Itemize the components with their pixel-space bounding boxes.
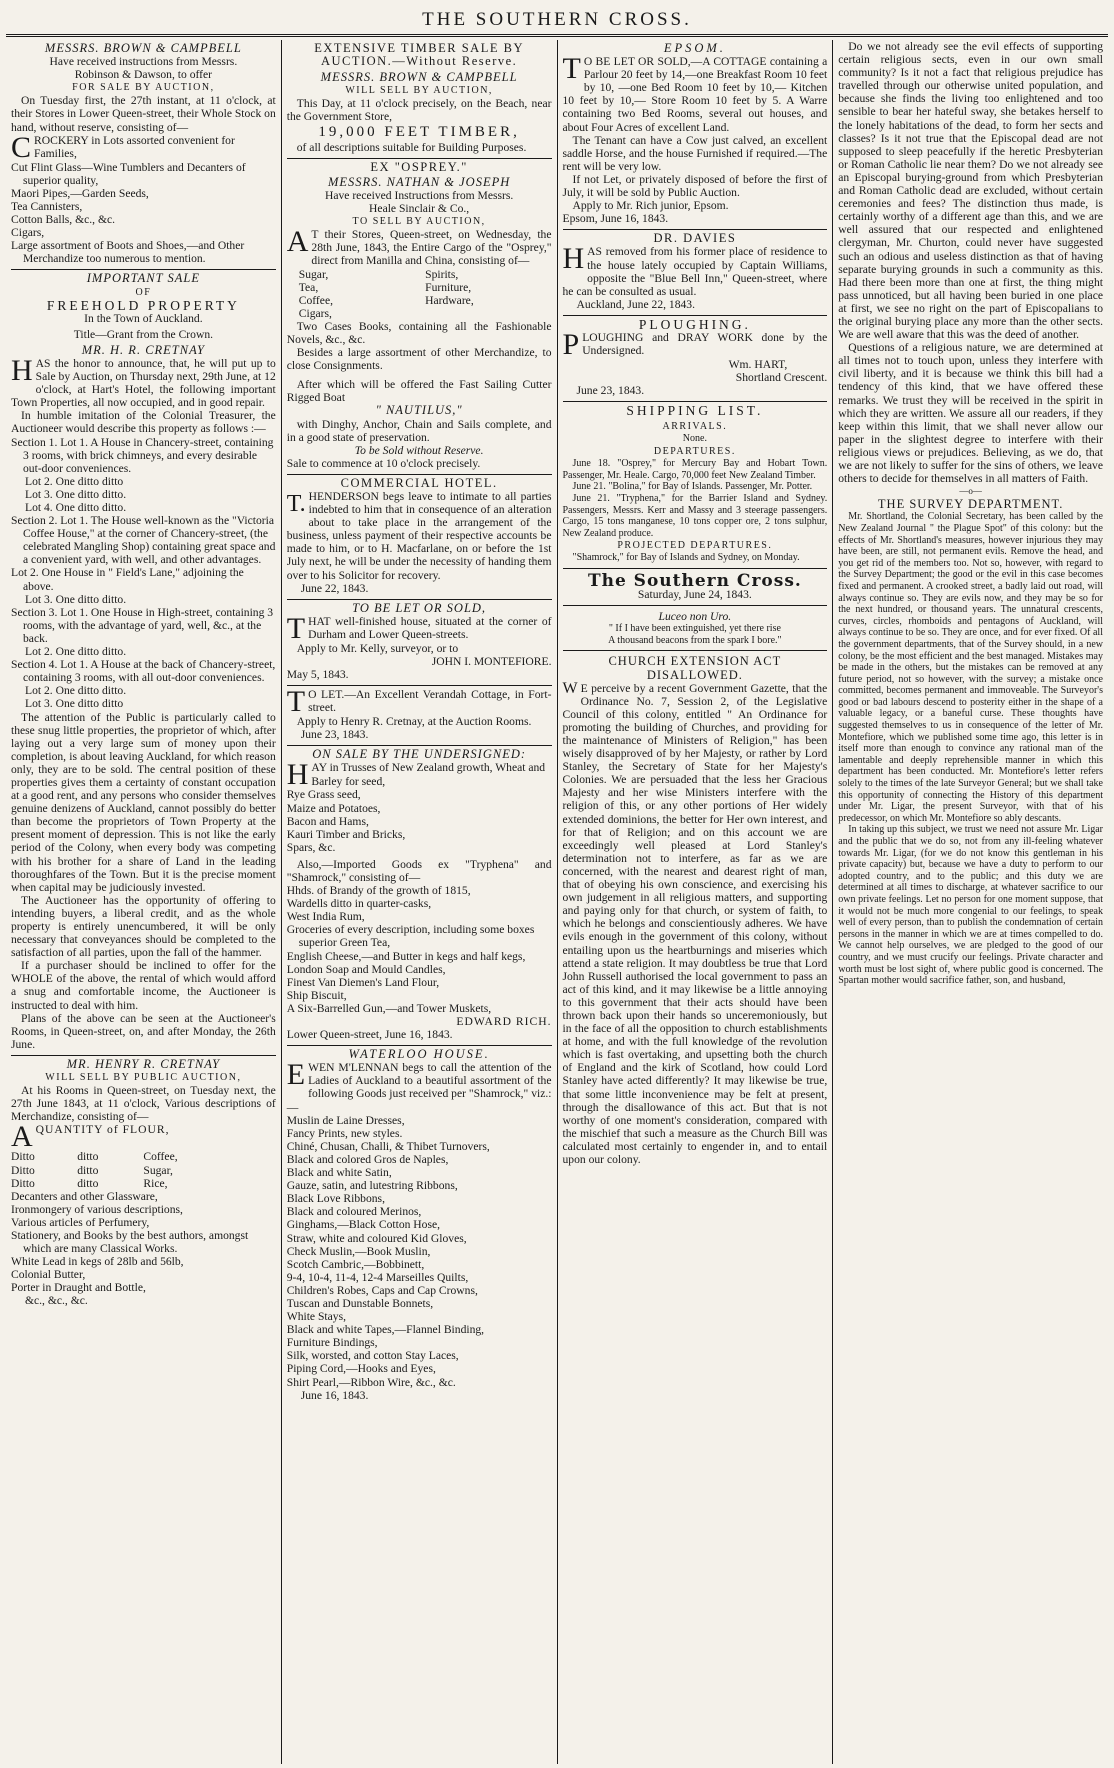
advert-to-let-or-sold-house [287, 600, 552, 686]
ditto-cell: Rice, [143, 1176, 168, 1190]
ditto-row [11, 1177, 276, 1190]
advert-paragraph: AS the honor to announce, that, he will put up to Sale by Auction, on Thursday next, 29th June, at 12 o'clock, at Hart's Hotel, the following important Town Properties, all now occupied, and in good repair. [11, 356, 276, 410]
column-3 [558, 40, 834, 1764]
advert-title: DR. DAVIES [653, 231, 737, 246]
list-item: White Stays, [286, 1310, 346, 1324]
drop-cap: T [286, 611, 306, 645]
advert-line: Heale Sinclair & Co., [369, 202, 470, 216]
goods-item: Hardware, [425, 293, 474, 307]
advert-date: June 22, 1843. [300, 581, 369, 595]
advert-paragraph: AS removed from his former place of residence to the house lately occupied by Captain Williams, opposite the "Blue Bell Inn," Queen-street, where he can be consulted as usual. [562, 245, 828, 298]
drop-cap: C [11, 130, 32, 164]
advert-name: JOHN I. MONTEFIORE. [431, 654, 552, 668]
rule [563, 650, 828, 651]
advert-paragraph: HAT well-finished house, situated at the corner of Durham and Lower Queen-streets. [308, 614, 552, 641]
shipping-list [563, 402, 828, 569]
advert-title: WATERLOO HOUSE. [348, 1047, 490, 1062]
drop-cap: H [11, 353, 33, 387]
list-item: Bacon and Hams, [286, 814, 369, 828]
goods-item: Coffee, [298, 293, 333, 307]
masthead-rule [6, 34, 1108, 37]
ditto-cell: Ditto [11, 1163, 35, 1177]
list-item: Chiné, Chusan, Challi, & Thibet Turnovers, [286, 1139, 490, 1153]
list-item: A Six-Barrelled Gun,—and Tower Muskets, [286, 1001, 492, 1015]
lot-item: Section 1. Lot 1. A House in Chancery-street, containing 3 rooms, with brick chimneys, and every desirable out-door conveniences. [11, 435, 274, 475]
advert-line: Sale to commence at 10 o'clock precisely. [286, 456, 481, 470]
advert-date: June 16, 1843. [300, 1388, 369, 1402]
advert-name: MR. H. R. CRETNAY [81, 342, 205, 357]
list-item: AY in Trusses of New Zealand growth, Wheat and Barley for seed, [311, 761, 546, 788]
goods-row [287, 281, 552, 294]
lot-item: Lot 4. One ditto ditto. [25, 501, 127, 514]
goods-item: Cigars, [298, 306, 332, 320]
shipping-entry: June 18. "Osprey," for Mercury Bay and Hobart Town. Passenger, Mr. Heale. Cargo, 70,000 feet New Zealand Timber. [562, 458, 828, 481]
article-paragraph: In taking up this subject, we trust we need not assure Mr. Ligar and the public that we do so, not from any ill-feeling whatever towards Mr. Ligar, (for we do not know this gentleman in his private capacity) but, because we have a duty to perform to our adopted country, and to the public; and this duty we are determined at all times to discharge, at whatever sacrifice to our own private feelings. Let no person for one moment suppose, that it would not be much more congenial to our feelings, to speak well of every person, than to publish the condemnation of certain persons in the manner in which we are at times compelled to do. We cannot help ourselves, we are pledged to the good of our country, and we must crucify our feelings. Private character and worth must be lost sight of, where public good is concerned. The Spartan mother would sacrifice father, son, and husband, [838, 824, 1103, 987]
goods-row [287, 294, 552, 307]
article-paragraph: Do we not already see the evil effects of supporting certain religious sects, even in our own small community? Is it not a fact that religious prejudice has travelled through our otherwise united population, and because she finds the living too enlightened and too sensible to bear her hateful sway, she betakes herself to the lonely habitations of the dead, to form her sects and classes? Is it not true that the Episcopal dead are not supposed to sleep peacefully if the heretic Presbyterian or Roman Catholic lie near them? Do we not already see an Episcopal burying-ground from which Presbyterian and Roman Catholic dead are excluded, without certain ceremonies and fees? The distinction thus made, is certainly worthy of a different age than this, and we are well assured that our respected and enlightened clergyman, Mr. Churton, could never have suggested such an odious and useless distinction as that of having separate burying grounds in such a community as this. Had there been more than one at first, the thing might pass unnoticed, but all having been buried in one place at first, we see no right on the part of Episcopalians to the original burying place any more than the other sects. We are well aware that this was the deed of another. [838, 40, 1103, 342]
advert-ex-osprey [287, 159, 552, 475]
advert-line: FOR SALE BY AUCTION, [72, 82, 215, 94]
motto-quote: " If I have been extinguished, yet there rise [608, 623, 781, 635]
list-item: West India Rum, [286, 910, 365, 924]
lot-item: Lot 3. One ditto ditto. [25, 592, 127, 606]
advert-title: MESSRS. BROWN & CAMPBELL [44, 41, 242, 55]
advert-paragraph: HENDERSON begs leave to intimate to all parties indebted to him that in consequence of an alteration about to take place in the arrangement of the business, unless payment of their respective accounts be made to him, or to H. Macfarlane, on or before the 1st July next, he will be under the necessity of handing them over to his Solicitor for recovery. [286, 490, 552, 582]
advert-title: PLOUGHING. [638, 316, 751, 332]
list-item: Children's Robes, Caps and Cap Crowns, [286, 1283, 478, 1297]
advert-title: COMMERCIAL HOTEL. [340, 475, 498, 490]
list-item: Cut Flint Glass—Wine Tumblers and Decanters of superior quality, [11, 160, 246, 187]
drop-cap: T [286, 685, 306, 719]
list-item: Maori Pipes,—Garden Seeds, [11, 186, 149, 200]
ditto-cell: Sugar, [143, 1163, 173, 1177]
advert-title: EPSOM. [663, 41, 726, 55]
advert-name: MESSRS. BROWN & CAMPBELL [320, 70, 518, 85]
article-paragraph: Questions of a religious nature, we are determined at all times not to touch upon, unless they interfere with civil liberty, and it is because we think this bill had a tendency of this kind, that we have offered these remarks. We trust they will be received in the spirit in which they are written. We assure all our readers, if they keep within this limit, that we shall never allow our paper in the slightest degree to interfere with their religious views or prejudices. Believing, as we do, that we are not likely to suffer for the sins of others, we leave others to decide for themselves in all matters of Faith. [838, 341, 1103, 486]
advert-line: To be Sold without Reserve. [354, 443, 484, 457]
advert-paragraph: Two Cases Books, containing all the Fashionable Novels, &c., &c. [286, 319, 552, 346]
advert-freehold-property [11, 270, 276, 1056]
list-item: Colonial Butter, [11, 1268, 86, 1282]
list-item: Black and white Satin, [286, 1166, 392, 1180]
advert-line: In the Town of Auckland. [84, 311, 203, 325]
advert-line: Have received instructions from Messrs. [49, 55, 238, 69]
shipping-departures-heading: DEPARTURES. [653, 446, 736, 458]
shipping-projected-heading: PROJECTED DEPARTURES. [617, 540, 773, 552]
advert-subtitle: FREEHOLD PROPERTY [46, 297, 240, 313]
list-item: Black Love Ribbons, [286, 1192, 385, 1206]
list-item: Furniture Bindings, [286, 1336, 378, 1350]
advert-name: Wm. HART, [728, 357, 788, 371]
list-item: Straw, white and coloured Kid Gloves, [286, 1231, 467, 1245]
list-item: Ginghams,—Black Cotton Hose, [286, 1218, 441, 1232]
advert-paragraph: The attention of the Public is particularly called to these snug little properties, the proprietor of which, after laying out a very large sum of money upon their completion, is about leaving Auckland, for which reason only, they are to be sold. The central position of these properties gives them a certainty of constant occupation at a good rent, and any persons who consider themselves genuine denizens of Auckland, cannot possibly do better than become the proprietors of Town Property at the present moment of depression. This is not like the early period of the Colony, when every body was competing with his brother for a share of Land in the leading thoroughfares of the Town. But it is the precise moment when capital may be judiciously invested. [11, 710, 276, 894]
advert-paragraph: Apply to Henry R. Cretnay, at the Auction Rooms. [296, 715, 532, 729]
drop-cap: A [11, 1120, 33, 1154]
advert-line: WILL SELL BY AUCTION, [345, 85, 493, 97]
advert-date: June 23, 1843. [300, 728, 369, 742]
list-item: Various articles of Perfumery, [11, 1215, 150, 1229]
lot-item: Lot 2. One ditto ditto. [25, 645, 127, 659]
shipping-entry: June 21. "Tryphena," for the Barrier Island and Sydney. Passengers, Messrs. Kerr and Massy and 3 steerage passengers. Cargo, 15 tons manganese, 10 tons copper ore, 2 tons sulphur, New Zealand produce. [562, 492, 828, 539]
advert-date: Epsom, June 16, 1843. [562, 212, 669, 226]
advert-paragraph: This Day, at 11 o'clock precisely, on the Beach, near the Government Store, [286, 97, 552, 124]
advert-paragraph: O LET.—An Excellent Verandah Cottage, in Fort-street. [308, 688, 552, 715]
ditto-row [11, 1164, 276, 1177]
goods-item [425, 307, 551, 320]
lot-item: Lot 2. One House in " Field's Lane," adjoining the above. [11, 566, 244, 593]
column-4 [833, 40, 1108, 1764]
list-item: Fancy Prints, new styles. [286, 1126, 403, 1140]
advert-to-let-cottage [287, 686, 552, 746]
advert-date: June 23, 1843. [576, 384, 645, 398]
goods-row [287, 268, 552, 281]
list-item: ROCKERY in Lots assorted convenient for Families, [34, 133, 235, 160]
advert-paragraph: On Tuesday first, the 27th instant, at 11 o'clock, at their Stores in Lower Queen-street, their Whole Stock on hand, without reserve, consisting of— [11, 94, 276, 134]
goods-item: Spirits, [425, 267, 459, 281]
shipping-entry: "Shamrock," for Bay of Islands and Sydney, on Monday. [572, 552, 800, 564]
advert-title: EXTENSIVE TIMBER SALE BY AUCTION.—Without Reserve. [314, 41, 524, 69]
list-item: Finest Van Diemen's Land Flour, [286, 975, 440, 989]
ditto-cell: ditto [77, 1176, 99, 1190]
advert-name: MESSRS. NATHAN & JOSEPH [328, 174, 511, 189]
list-item: Ship Biscuit, [286, 988, 347, 1002]
advert-paragraph: Apply to Mr. Kelly, surveyor, or to [296, 641, 459, 655]
list-item: Black and white Tapes,—Flannel Binding, [286, 1323, 485, 1337]
advert-paragraph: of all descriptions suitable for Building Purposes. [296, 140, 527, 154]
list-item: Black and colored Gros de Naples, [286, 1152, 449, 1166]
paper-date: Saturday, June 24, 1843. [637, 588, 752, 602]
shipping-entry: June 21. "Bolina," for Bay of Islands. Passenger, Mr. Potter. [572, 481, 813, 493]
advert-paragraph: T their Stores, Queen-street, on Wednesday, the 28th June, 1843, the Entire Cargo of the "Osprey," direct from Manilla and China, consisting of— [311, 228, 552, 268]
advert-paragraph: If not Let, or privately disposed of before the first of July, it will be sold by Public Auction. [562, 172, 828, 200]
goods-row [287, 307, 552, 320]
advert-paragraph: O BE LET OR SOLD,—A COTTAGE containing a Parlour 20 feet by 14,—one Breakfast Room 10 feet by 10, —one Bed Room 10 feet by 10,— Kitchen 10 feet by 10,— Store Room 10 feet by 5. A Warre containing two Bed Rooms, several out houses, and about Four Acres of excellent Land. [562, 55, 828, 134]
advert-epsom [563, 40, 828, 230]
list-item: Stationery, and Books by the best authors, amongst which are many Classical Works. [11, 1228, 249, 1256]
advert-date: Auckland, June 22, 1843. [576, 297, 695, 311]
advert-paragraph: The Tenant can have a Cow just calved, an excellent saddle Horse, and the house Furnished if required.—The rent will be very low. [562, 133, 828, 173]
shipping-title: SHIPPING LIST. [626, 403, 764, 419]
advert-dr-davies [563, 230, 828, 316]
list-item: Decanters and other Glassware, [11, 1189, 158, 1203]
drop-cap: H [562, 242, 585, 276]
advert-line: Robinson & Dawson, to offer [74, 68, 213, 82]
advert-title: ON SALE BY THE UNDERSIGNED: [312, 747, 527, 762]
advert-date: May 5, 1843. [286, 668, 349, 682]
article-paragraph: E perceive by a recent Government Gazette, that the Ordinance No. 7, Session 2, of the Legislative Council of this colony, entitled " An Ordinance for promoting the building of Churches, and providing for the maintenance of Ministers of Religion," has been wisely disapproved of by her Majesty, or rather by Lord Stanley, the Secretary of State for her Majesty's Colonies. We are persuaded that the less her Gracious Majesty and her wise Ministers interfere with the religion of this, or any other portions of Her widely extended dominions, the better for Her own interest, and for that of Religion; and on this account we are exceedingly well pleased at Lord Stanley's determination not to interfere, as far as we are concerned, with the nearest and dearest right of man, that of obeying his own conscience, and exercising his own judgement in all religious matters, and supporting and paying only for that church, or system of faith, to which he belongs and conscientiously adheres. We have evils enough in the government of this colony, without entailing upon us the heartburnings and miseries which attend a state religion. It may doubtless be true that Lord John Russell authorised the local government to pass an act of this kind, and it may likewise be a little annoying to this government that their acts should have been thrown back upon their hands so unceremoniously, but in the face of all the opposition to church establishments at home, and with the full knowledge of the revolution which is fast overtaking, and upsetting both the church of England and the kirk of Scotland, how could Lord Stanley have acted differently? It may likewise be true, that some little inconvenience may be felt at present, through the disallowance of this act. But that is not worthy of one moment's consideration, compared with the mischief that such a measure as the Church Bill was calculated most certainly to engender in, and to entail upon our colony. [562, 681, 828, 1166]
advert-paragraph: Apply to Mr. Rich junior, Epsom. [572, 199, 729, 213]
advert-paragraph: LOUGHING and DRAY WORK done by the Undersigned. [582, 330, 828, 358]
ditto-cell: ditto [77, 1150, 99, 1164]
article-paragraph: Mr. Shortland, the Colonial Secretary, has been called by the New Zealand Journal " the Plague Spot" of this colony: but the effects of Mr. Shortland's measures, however injurious they may have been, are still, not permanent evils. Remove the head, and you get rid of the members too. Not so, however, with regard to the Survey Department; the good or the evil in this case becomes fixed and permanent. A crooked street, a badly laid out road, will always continue so. They are evils now, and they may be so for the next hundred, or thousand years. The unnatural crescents, curves, circles, rhomboids and pentagons of Auckland, will always continue to be so. They are once, and for ever fixed. Of all the government departments, that of the Survey should, in a new colony, be the most efficient and the best managed. Mistakes may be made in the others, but the mistakes can be removed at any future period, not so however, with the survey; a mistake once committed, becomes permanent and immoveable. The Surveyor's good or bad labours descend to posterity either in the shape of a valuable legacy, or a baneful curse. These thoughts have suggested themselves to us in consequence of the letter of Mr. Montefiore, which we published some time ago, this letter is in itself more than enough to convince any rational man of the lamentable and deeply reprehensible manner in which this department has been conducted. Mr. Montefiore's letter refers solely to the times of the late Surveyor General; but we shall take this opportunity of connecting the History of this department under Mr. Ligar, the present Surveyor, with that of his predecessor, on which Mr. Montefiore so ably descants. [838, 511, 1103, 824]
ditto-cell: Ditto [11, 1150, 35, 1164]
list-item: Check Muslin,—Book Muslin, [286, 1244, 431, 1258]
advert-paragraph: with Dinghy, Anchor, Chain and Sails complete, and in a good state of preservation. [286, 417, 552, 444]
list-item: Kauri Timber and Bricks, [286, 827, 406, 841]
lot-item: Lot 2. One ditto ditto. [25, 684, 127, 698]
list-item: Wardells ditto in quarter-casks, [286, 897, 432, 911]
drop-cap: W [562, 679, 578, 697]
list-item: Tuscan and Dunstable Bonnets, [286, 1296, 434, 1310]
advert-line: WILL SELL BY PUBLIC AUCTION, [45, 1072, 242, 1084]
advert-paragraph: Besides a large assortment of other Merchandize, to close Consignments. [286, 346, 552, 373]
drop-cap: T [562, 52, 581, 86]
section-divider: —o— [959, 486, 982, 497]
advert-commercial-hotel [287, 475, 552, 600]
columns [6, 40, 1108, 1764]
advert-on-sale-rich [287, 746, 552, 1046]
advert-paragraph: In humble imitation of the Colonial Treasurer, the Auctioneer would describe this property as follows :— [11, 409, 276, 436]
lot-item: Lot 2. One ditto ditto [25, 474, 124, 488]
advert-line: Have received Instructions from Messrs. [324, 188, 514, 202]
list-item: Hhds. of Brandy of the growth of 1815, [286, 884, 471, 898]
lot-item: Lot 3. One ditto ditto. [25, 487, 127, 501]
list-item: Maize and Potatoes, [286, 801, 381, 815]
list-item: QUANTITY of FLOUR, [35, 1123, 170, 1137]
drop-cap: P [562, 327, 580, 361]
list-item: Gauze, satin, and lutestring Ribbons, [286, 1179, 458, 1193]
advert-paragraph: The Auctioneer has the opportunity of offering to intending buyers, a liberal credit, and as the whole property is entirely unencumbered, it will be only necessary that conveyances should be completed to the satisfaction of all parties, upon the fall of the hammer. [11, 893, 276, 960]
advert-title: IMPORTANT SALE [86, 271, 200, 286]
advert-title: MR. HENRY R. CRETNAY [66, 1056, 221, 1071]
advert-line: Shortland Crescent. [735, 371, 828, 385]
list-item: Muslin de Laine Dresses, [286, 1113, 405, 1127]
drop-cap: H [286, 758, 309, 792]
list-item: Rye Grass seed, [286, 788, 361, 802]
advert-ploughing [563, 316, 828, 402]
list-item: White Lead in kegs of 28lb and 56lb, [11, 1255, 184, 1269]
advert-waterloo-house [287, 1046, 552, 1406]
motto-quote: A thousand beacons from the spark I bore." [608, 634, 782, 646]
motto: Luceo non Uro. [658, 610, 732, 624]
goods-item: Furniture, [425, 280, 472, 294]
goods-item: Sugar, [298, 267, 329, 281]
list-item: Ironmongery of various descriptions, [11, 1202, 183, 1216]
advert-title: EX "OSPREY." [370, 159, 468, 174]
list-item: English Cheese,—and Butter in kegs and half kegs, [286, 949, 526, 963]
advert-line: TO SELL BY AUCTION, [352, 216, 486, 228]
list-item: Tea Cannisters, [11, 199, 83, 213]
advert-paragraph: After which will be offered the Fast Sailing Cutter Rigged Boat [286, 378, 552, 405]
editorial [563, 569, 828, 1170]
list-item: Scotch Cambric,—Bobbinett, [286, 1257, 425, 1271]
advert-line: OF [135, 286, 152, 298]
list-item: 9-4, 10-4, 11-4, 12-4 Marseilles Quilts, [286, 1270, 469, 1284]
advert-paragraph: At his Rooms in Queen-street, on Tuesday next, the 27th June 1843, at 11 o'clock, Various descriptions of Merchandize, consisting of— [11, 1084, 276, 1124]
list-item: &c., &c., &c. [25, 1294, 88, 1308]
list-item: Piping Cord,—Hooks and Eyes, [286, 1362, 436, 1376]
column-2 [282, 40, 558, 1764]
ditto-cell: Ditto [11, 1176, 35, 1190]
list-item: Shirt Pearl,—Ribbon Wire, &c., &c. [286, 1375, 456, 1389]
list-item: Silk, worsted, and cotton Stay Laces, [286, 1349, 459, 1363]
ditto-row [11, 1150, 276, 1163]
drop-cap: T. [286, 491, 306, 517]
column-1 [6, 40, 282, 1764]
advert-paragraph: If a purchaser should be inclined to offer for the WHOLE of the above, the rental of which would afford a snug and comfortable income, the Auctioneer is instructed to deal with him. [11, 959, 276, 1012]
advert-brown-campbell-crockery [11, 40, 276, 270]
advert-title: TO BE LET OR SOLD, [352, 600, 487, 615]
advert-timber-sale [287, 40, 552, 159]
list-item: Cotton Balls, &c., &c. [11, 213, 116, 227]
advert-henry-cretnay [11, 1056, 276, 1312]
list-item: Cigars, [11, 226, 45, 240]
list-item: London Soap and Mould Candles, [286, 962, 446, 976]
advert-paragraph: Also,—Imported Goods ex "Tryphena" and "Shamrock," consisting of— [286, 857, 552, 884]
drop-cap: A [286, 225, 309, 259]
ditto-cell: Coffee, [143, 1150, 178, 1164]
advert-line: Title—Grant from the Crown. [73, 327, 214, 341]
lot-item: Section 2. Lot 1. The House well-known as the "Victoria Coffee House," at the corner of Chancery-street, (the celebrated Mangling Shop) containing great space and a convenient yard, with well, and other advantages. [11, 514, 276, 567]
paper-name: The Southern Cross. [587, 570, 802, 591]
list-item: Black and coloured Merinos, [286, 1205, 422, 1219]
article-title: CHURCH EXTENSION ACT DISALLOWED. [608, 654, 782, 682]
advert-subtitle: 19,000 FEET TIMBER, [318, 123, 520, 140]
lot-item: Section 4. Lot 1. A House at the back of Chancery-street, containing 3 rooms, with all out-door conveniences. [11, 658, 276, 685]
advert-paragraph: Plans of the above can be seen at the Auctioneer's Rooms, in Queen-street, on, and after Monday, the 26th June. [11, 1011, 276, 1051]
list-item: Groceries of every description, including some boxes superior Green Tea, [286, 923, 535, 950]
article-title: THE SURVEY DEPARTMENT. [877, 497, 1064, 512]
shipping-arrivals-none: None. [682, 433, 707, 445]
drop-cap: E [286, 1058, 306, 1092]
masthead: THE SOUTHERN CROSS. [422, 9, 692, 30]
lot-item: Lot 3. One ditto ditto [25, 697, 124, 711]
advert-name: EDWARD RICH. [456, 1015, 552, 1028]
boat-name: " NAUTILUS," [375, 403, 463, 418]
goods-item: Tea, [298, 280, 319, 294]
shipping-arrivals-heading: ARRIVALS. [662, 421, 728, 433]
lot-item: Section 3. Lot 1. One House in High-street, containing 3 rooms, with the advantage of yard, well, &c., at the back. [11, 605, 274, 645]
rule [563, 605, 828, 606]
ditto-cell: ditto [77, 1163, 99, 1177]
list-item: Spars, &c. [286, 840, 336, 854]
advert-date: Lower Queen-street, June 16, 1843. [286, 1028, 453, 1042]
list-item: Porter in Draught and Bottle, [11, 1281, 146, 1295]
list-item: Large assortment of Boots and Shoes,—and Other Merchandize too numerous to mention. [11, 239, 245, 266]
advert-paragraph: WEN M'LENNAN begs to call the attention of the Ladies of Auckland to a beautiful assortment of the following Goods just received per "Shamrock," viz.:— [286, 1061, 552, 1114]
